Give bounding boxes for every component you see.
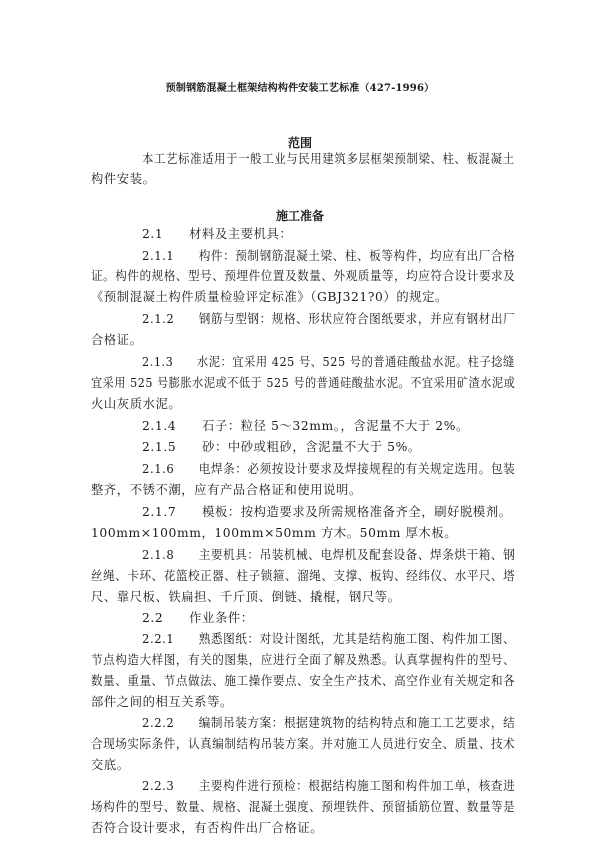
paragraph-line: 合现场实际条件，认真编制结构吊装方案。并对施工人员进行安全、质量、技术 <box>91 737 516 751</box>
paragraph-line: 证。构件的规格、型号、预埋件位置及数量、外观质量等，均应符合设计要求及 <box>91 269 516 283</box>
paragraph-line: 2.2.3 主要构件进行预检：根据结构施工图和构件加工单，核查进 <box>142 779 516 793</box>
document-title: 预制钢筋混凝土框架结构构件安装工艺标准（427-1996） <box>165 83 435 94</box>
paragraph-line: 2.2 作业条件： <box>142 611 254 625</box>
scope-heading: 范围 <box>287 136 312 150</box>
paragraph-line: 合格证。 <box>91 333 143 347</box>
paragraph-line: 2.1 材料及主要机具： <box>142 227 293 241</box>
paragraph-line: 丝绳、卡环、花篮校正器、柱子锁箍、溜绳、支撑、板钩、经纬仪、水平尺、塔 <box>91 569 516 583</box>
scope-line: 本工艺标准适用于一般工业与民用建筑多层框架预制梁、柱、板混凝土 <box>142 152 515 166</box>
preparation-heading: 施工准备 <box>275 209 324 223</box>
paragraph-line: 2.1.3 水泥：宜采用 425 号、525 号的普通硅酸盐水泥。柱子捻缝 <box>142 355 515 369</box>
paragraph-line: 火山灰质水泥。 <box>91 397 182 411</box>
paragraph-line: 2.1.1 构件：预制钢筋混凝土梁、柱、板等构件，均应有出厂合格 <box>142 249 516 263</box>
paragraph-line: 《预制混凝土构件质量检验评定标准》（GBJ321?0）的规定。 <box>91 290 448 304</box>
scope-line: 构件安装。 <box>91 172 156 186</box>
paragraph-line: 2.1.8 主要机具：吊装机械、电焊机及配套设备、焊条烘干箱、钢 <box>142 548 516 562</box>
paragraph-line: 2.1.7 模板：按构造要求及所需规格准备齐全，刷好脱模剂。 <box>142 505 512 519</box>
paragraph-line: 节点构造大样图，有关的图集，应进行全面了解及熟悉。认真掌握构件的型号、 <box>91 653 516 667</box>
paragraph-line: 交底。 <box>91 758 130 772</box>
paragraph-line: 数量、重量、节点做法、施工操作要点、安全生产技术、高空作业有关规定和各 <box>91 674 516 688</box>
paragraph-line: 2.1.4 石子：粒径 5～32mm。，含泥量不大于 2%。 <box>142 419 469 433</box>
paragraph-line: 2.2.1 熟悉图纸：对设计图纸，尤其是结构施工图、构件加工图、 <box>142 632 516 646</box>
paragraph-line: 部件之间的相互关系等。 <box>91 695 233 709</box>
paragraph-line: 场构件的型号、数量、规格、混凝土强度、预埋铁件、预留插筋位置、数量等是 <box>91 800 516 814</box>
paragraph-line: 100mm×100mm，100mm×50mm 方木。50mm 厚木板。 <box>91 526 458 540</box>
paragraph-line: 宜采用 525 号膨胀水泥或不低于 525 号的普通硅酸盐水泥。不宜采用矿渣水泥或 <box>91 376 516 390</box>
paragraph-line: 2.1.2 钢筋与型钢：规格、形状应符合图纸要求，并应有钢材出厂 <box>142 312 516 326</box>
paragraph-line: 2.1.5 砂：中砂或粗砂，含泥量不大于 5%。 <box>142 440 421 454</box>
paragraph-line: 整齐，不锈不潮，应有产品合格证和使用说明。 <box>91 483 362 497</box>
paragraph-line: 尺、靠尺板、铁扁担、千斤顶、倒链、撬棍，钢尺等。 <box>91 590 401 604</box>
paragraph-line: 2.2.2 编制吊装方案：根据建筑物的结构特点和施工工艺要求，结 <box>142 716 516 730</box>
paragraph-line: 2.1.6 电焊条：必须按设计要求及焊接规程的有关规定选用。包装 <box>142 462 516 476</box>
paragraph-line: 否符合设计要求，有否构件出厂合格证。 <box>91 821 324 835</box>
